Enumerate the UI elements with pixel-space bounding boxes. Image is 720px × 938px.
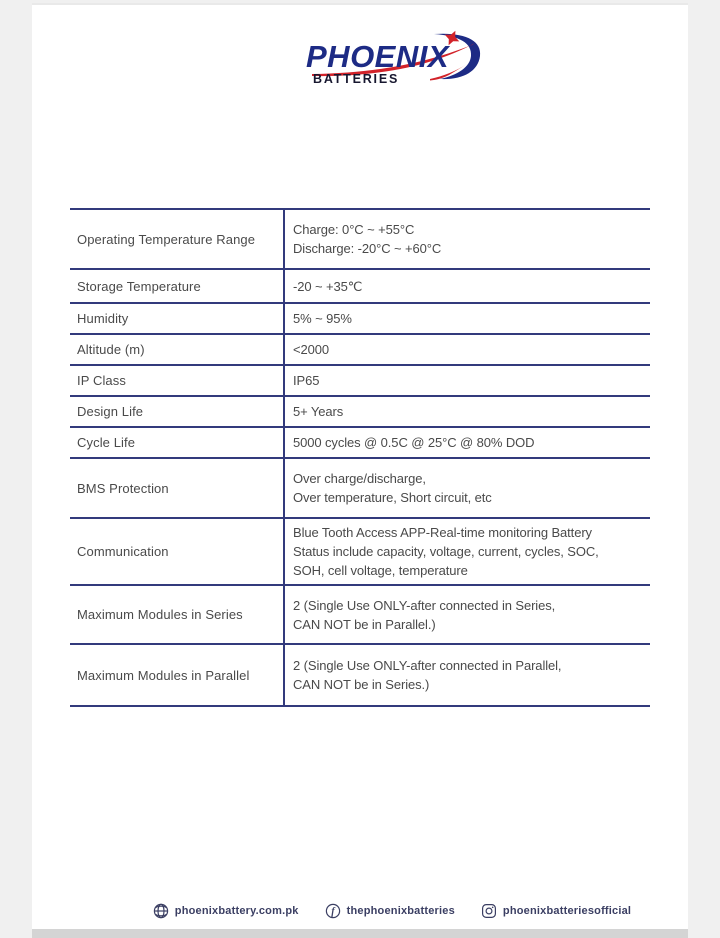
spec-row bbox=[70, 643, 650, 705]
spec-row bbox=[70, 395, 650, 426]
spec-value-line: 2 (Single Use ONLY-after connected in Series, bbox=[293, 597, 556, 613]
spec-row-label: IP Class bbox=[70, 366, 285, 395]
spec-sheet-page bbox=[32, 5, 688, 929]
phoenix-logo-graphic bbox=[268, 29, 484, 87]
instagram-text: phoenixbatteriesofficial bbox=[502, 905, 632, 917]
footer bbox=[64, 898, 720, 924]
spec-row bbox=[70, 302, 650, 333]
spec-row-value bbox=[285, 270, 650, 302]
brand-wordmark: PHOENIX bbox=[306, 39, 450, 74]
spec-row-label: Cycle Life bbox=[70, 428, 285, 457]
globe-icon bbox=[153, 903, 169, 919]
spec-row-value bbox=[285, 519, 650, 584]
spec-row-value bbox=[285, 645, 650, 705]
spec-row-value bbox=[285, 304, 650, 333]
svg-text:f: f bbox=[330, 906, 335, 918]
spec-row bbox=[70, 208, 650, 268]
spec-value-line: CAN NOT be in Series.) bbox=[293, 677, 430, 692]
spec-row-label: Operating Temperature Range bbox=[70, 210, 285, 268]
spec-value-line: Blue Tooth Access APP-Real-time monitoring Battery bbox=[293, 525, 592, 540]
spec-row bbox=[70, 517, 650, 584]
spec-row-label: Altitude (m) bbox=[70, 335, 285, 364]
phoenix-logo bbox=[268, 29, 484, 87]
spec-value-line: <2000 bbox=[293, 342, 330, 357]
spec-value-line: CAN NOT be in Parallel.) bbox=[293, 616, 436, 632]
spec-value-line: 5000 cycles @ 0.5C @ 25°C @ 80% DOD bbox=[293, 435, 535, 450]
spec-row-label: BMS Protection bbox=[70, 459, 285, 517]
spec-row bbox=[70, 584, 650, 643]
spec-row bbox=[70, 457, 650, 517]
spec-row-label: Communication bbox=[70, 519, 285, 584]
website-text: phoenixbattery.com.pk bbox=[174, 905, 299, 917]
spec-value-line: Over charge/discharge, bbox=[293, 471, 426, 486]
page-bottom-edge bbox=[32, 929, 688, 938]
footer-item-website bbox=[153, 903, 299, 919]
spec-table bbox=[70, 208, 650, 707]
spec-value-line: SOH, cell voltage, temperature bbox=[293, 563, 468, 578]
spec-value-line: 2 (Single Use ONLY-after connected in Parallel, bbox=[293, 658, 562, 673]
spec-value-line: Over temperature, Short circuit, etc bbox=[293, 490, 492, 505]
spec-value-line: 5+ Years bbox=[293, 404, 344, 419]
spec-row-value bbox=[285, 428, 650, 457]
spec-row-label: Storage Temperature bbox=[70, 270, 285, 302]
spec-value-line: Status include capacity, voltage, current, cycles, SOC, bbox=[293, 544, 599, 559]
spec-row-value bbox=[285, 210, 650, 268]
spec-value-line: -20 ~ +35℃ bbox=[293, 278, 363, 294]
spec-value-line: Discharge: -20°C ~ +60°C bbox=[293, 241, 442, 256]
spec-row bbox=[70, 426, 650, 457]
spec-row-label: Maximum Modules in Parallel bbox=[70, 645, 285, 705]
spec-value-line: Charge: 0°C ~ +55°C bbox=[293, 222, 415, 237]
brand-subtext: BATTERIES bbox=[313, 72, 400, 86]
instagram-icon bbox=[481, 903, 497, 919]
spec-row bbox=[70, 333, 650, 364]
spec-row bbox=[70, 268, 650, 302]
spec-row-value bbox=[285, 366, 650, 395]
footer-item-instagram bbox=[481, 903, 631, 919]
footer-item-facebook bbox=[325, 903, 455, 919]
spec-value-line: 5% ~ 95% bbox=[293, 311, 352, 326]
spec-row-label: Humidity bbox=[70, 304, 285, 333]
spec-row-value bbox=[285, 397, 650, 426]
spec-row-label: Design Life bbox=[70, 397, 285, 426]
facebook-text: thephoenixbatteries bbox=[346, 905, 455, 917]
spec-row bbox=[70, 364, 650, 395]
spec-row-value bbox=[285, 586, 650, 643]
spec-row-label: Maximum Modules in Series bbox=[70, 586, 285, 643]
spec-row-value bbox=[285, 459, 650, 517]
spec-value-line: IP65 bbox=[293, 373, 320, 388]
facebook-icon bbox=[325, 903, 341, 919]
spec-row-value bbox=[285, 335, 650, 364]
